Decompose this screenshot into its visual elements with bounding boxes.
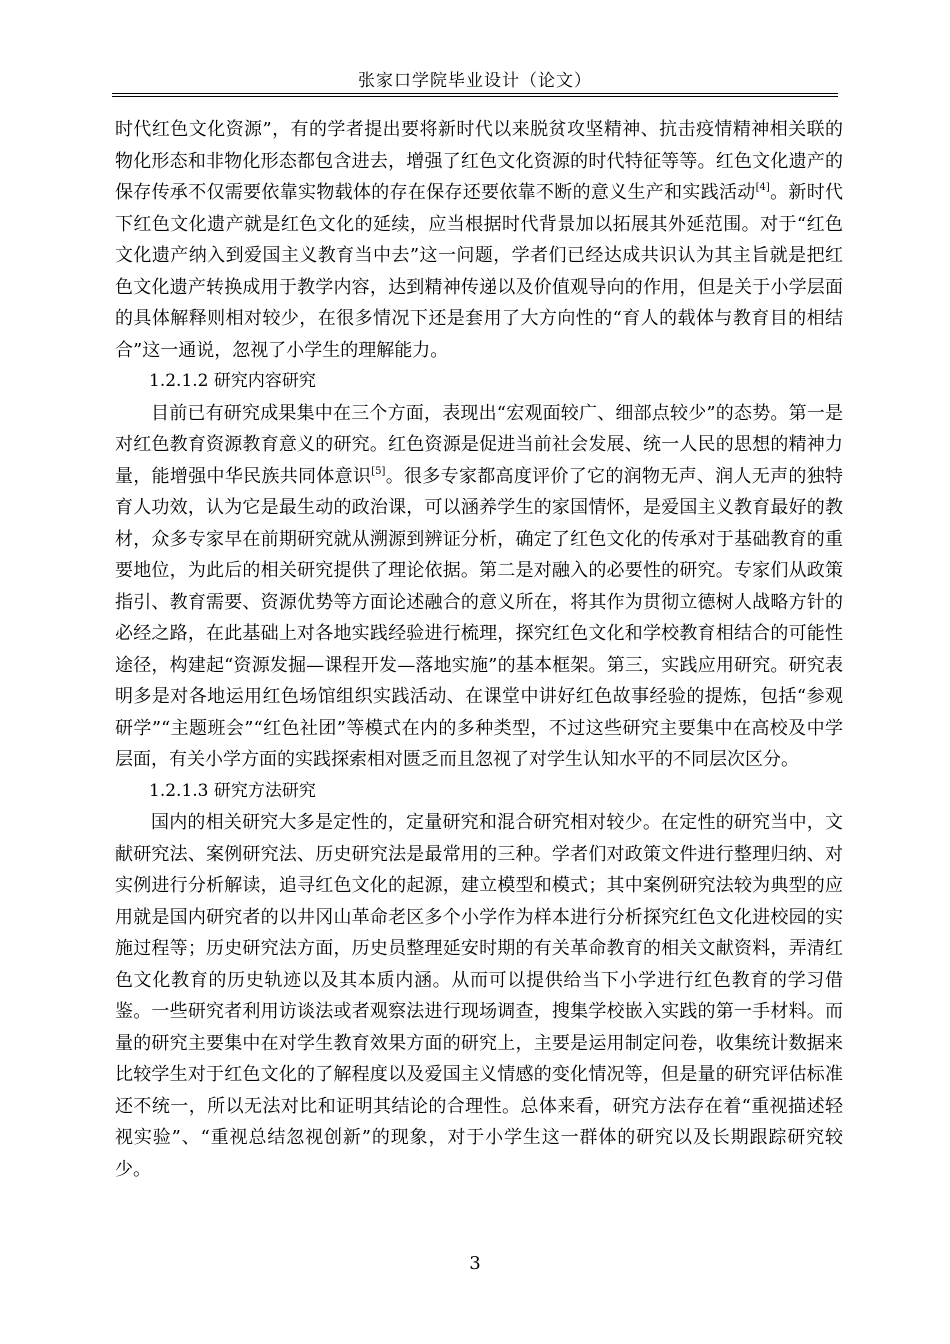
paragraph-1-text-a: 时代红色文化资源”，有的学者提出要将新时代以来脱贫攻坚精神、抗击疫情精神相关联的物化形态和非物化形态都包含进去，增强了红色文化资源的时代特征等等。红色文化遗产的保存传承不仅需要依靠实物载体的存在保存还要依靠不断的意义生产和实践活动 (115, 119, 843, 203)
header-divider (112, 93, 838, 97)
paragraph-1-text-b: 。新时代下红色文化遗产就是红色文化的延续，应当根据时代背景加以拓展其外延范围。对于“红色文化遗产纳入到爱国主义教育当中去”这一问题，学者们已经达成共识认为其主旨就是把红色文化遗产转换成用于教学内容，达到精神传递以及价值观导向的作用，但是关于小学层面的具体解释则相对较少，在很多情况下还是套用了大方向性的“育人的载体与教育目的相结合”这一通说，忽视了小学生的理解能力。 (115, 182, 844, 361)
paragraph-2 (115, 398, 843, 776)
paragraph-1 (115, 114, 843, 366)
page-header-title: 张家口学院毕业设计（论文） (358, 71, 592, 91)
paragraph-2-text-b: 。很多专家都高度评价了它的润物无声、润人无声的独特育人功效，认为它是最生动的政治课，可以涵养学生的家国情怀，是爱国主义教育最好的教材，众多专家早在前期研究就从溯源到辨证分析，确定了红色文化的传承对于基础教育的重要地位，为此后的相关研究提供了理论依据。第二是对融入的必要性的研究。专家们从政策指引、教育需要、资源优势等方面论述融合的意义所在，将其作为贯彻立德树人战略方针的必经之路，在此基础上对各地实践经验进行梳理，探究红色文化和学校教育相结合的可能性途径，构建起“资源发掘—课程开发—落地实施”的基本框架。第三，实践应用研究。研究表明多是对各地运用红色场馆组织实践活动、在课堂中讲好红色故事经验的提炼，包括“参观研学”“主题班会”“红色社团”等模式在内的多种类型，不过这些研究主要集中在高校及中学层面，有关小学方面的实践探索相对匮乏而且忽视了对学生认知水平的不同层次区分。 (115, 465, 844, 770)
citation-ref-4[interactable]: [4] (755, 182, 770, 193)
section-heading-1-2-1-2: 1.2.1.2 研究内容研究 (149, 371, 316, 391)
citation-ref-5[interactable]: [5] (371, 465, 386, 477)
paragraph-2-text-a: 目前已有研究成果集中在三个方面，表现出“宏观面较广、细部点较少”的态势。第一是对红色教育资源教育意义的研究。红色资源是促进当前社会发展、统一人民的思想的精神力量，能增强中华民族共同体意识 (115, 402, 843, 487)
section-heading-1-2-1-3: 1.2.1.3 研究方法研究 (149, 780, 316, 801)
page-number: 3 (469, 1253, 481, 1274)
paragraph-3: 国内的相关研究大多是定性的，定量研究和混合研究相对较少。在定性的研究当中，文献研究法、案例研究法、历史研究法是最常用的三种。学者们对政策文件进行整理归纳、对实例进行分析解读，追寻红色文化的起源，建立模型和模式；其中案例研究法较为典型的应用就是国内研究者的以井冈山革命老区多个小学作为样本进行分析探究红色文化进校园的实施过程等；历史研究法方面，历史员整理延安时期的有关革命教育的相关文献资料，弄清红色文化教育的历史轨迹以及其本质内涵。从而可以提供给当下小学进行红色教育的学习借鉴。一些研究者利用访谈法或者观察法进行现场调查，搜集学校嵌入实践的第一手材料。而量的研究主要集中在对学生教育效果方面的研究上，主要是运用制定问卷，收集统计数据来比较学生对于红色文化的了解程度以及爱国主义情感的变化情况等，但是量的研究评估标准还不统一，所以无法对比和证明其结论的合理性。总体来看，研究方法存在着“重视描述轻视实验”、“重视总结忽视创新”的现象，对于小学生这一群体的研究以及长期跟踪研究较少。 (115, 812, 843, 1180)
document-body (115, 114, 843, 1185)
